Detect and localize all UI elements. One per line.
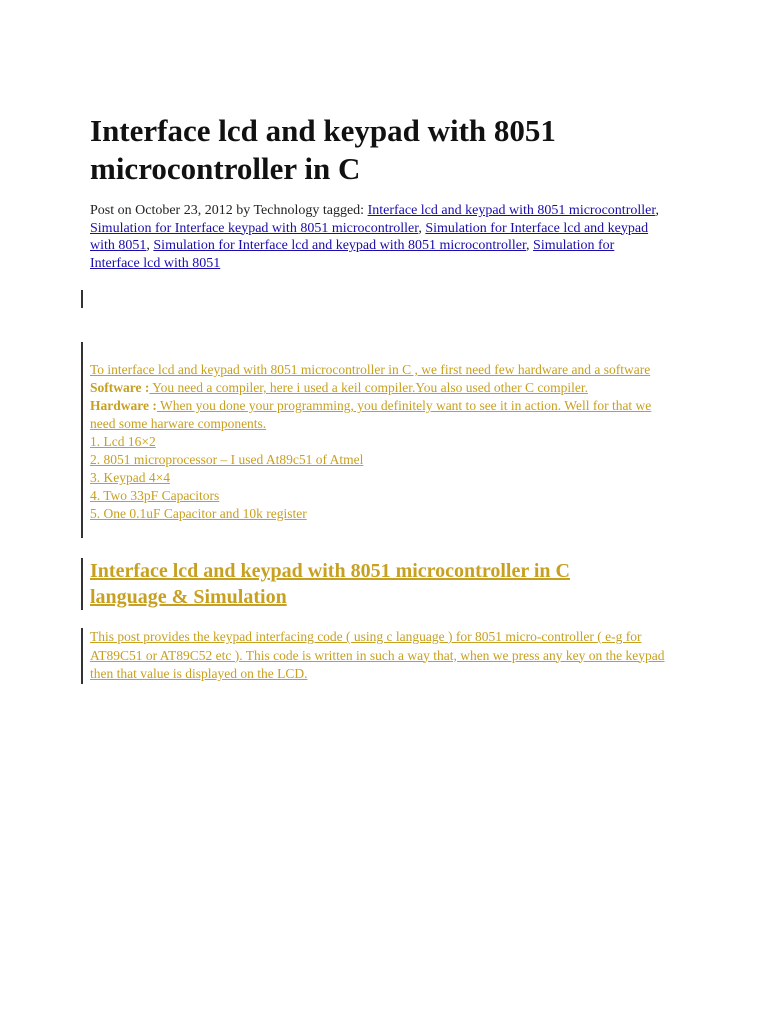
software-text[interactable]: You need a compiler, here i used a keil compiler.You also used other C compiler.	[149, 380, 588, 395]
section-heading[interactable]: Interface lcd and keypad with 8051 microcontroller in C language & Simulation	[90, 560, 570, 608]
quote-bar-1	[81, 290, 83, 308]
hardware-label: Hardware :	[90, 398, 157, 413]
intro-block[interactable]	[90, 361, 680, 523]
tag-link-5[interactable]: Simulation for Interface lcd with 8051	[90, 238, 615, 271]
tag-link-1[interactable]: Interface lcd and keypad with 8051 microcontroller	[367, 203, 656, 218]
tag-link-3[interactable]: Simulation for Interface lcd and keypad with 8051	[90, 220, 649, 253]
list-item[interactable]: 2. 8051 microprocessor – I used At89c51 of Atmel	[90, 452, 364, 467]
quote-bar-2	[81, 342, 83, 538]
list-item[interactable]: 4. Two 33pF Capacitors	[90, 488, 220, 503]
section-paragraph[interactable]: This post provides the keypad interfacing code ( using c language ) for 8051 micro-controller ( e-g for AT89C51 or AT89C52 etc ). This code is written in such a way that, when we press any key on the keypad then that value is displayed on the LCD.	[90, 629, 665, 681]
software-label: Software :	[90, 380, 150, 395]
tag-link-2[interactable]: Simulation for Interface keypad with 8051 microcontroller	[90, 220, 419, 236]
list-item[interactable]: 5. One 0.1uF Capacitor and 10k register	[90, 506, 307, 521]
page-title: Interface lcd and keypad with 8051 microcontroller in C	[90, 113, 556, 186]
list-item[interactable]: 3. Keypad 4×4	[90, 470, 170, 485]
quote-bar-4	[81, 628, 83, 684]
hardware-text[interactable]: When you done your programming, you definitely want to see it in action. Well for that we need some harware components.	[90, 398, 652, 431]
post-meta: Post on October 23, 2012 by Technology tagged: Interface lcd and keypad with 8051 microcontroller, Simulation for Interface keypad with 8051 microcontroller, Simulation for Interface lcd and keypad with 8051, Simulation for Interface lcd and keypad with 8051 microcontroller, Simulation for Interface lcd with 8051	[90, 203, 659, 271]
post-meta-prefix: Post on October 23, 2012 by Technology tagged:	[90, 203, 368, 218]
list-item[interactable]: 1. Lcd 16×2	[90, 434, 156, 449]
tag-link-4[interactable]: Simulation for Interface lcd and keypad with 8051 microcontroller	[153, 238, 527, 253]
intro-text[interactable]: To interface lcd and keypad with 8051 microcontroller in C , we first need few hardware and a software	[90, 362, 651, 377]
quote-bar-3	[81, 558, 83, 610]
